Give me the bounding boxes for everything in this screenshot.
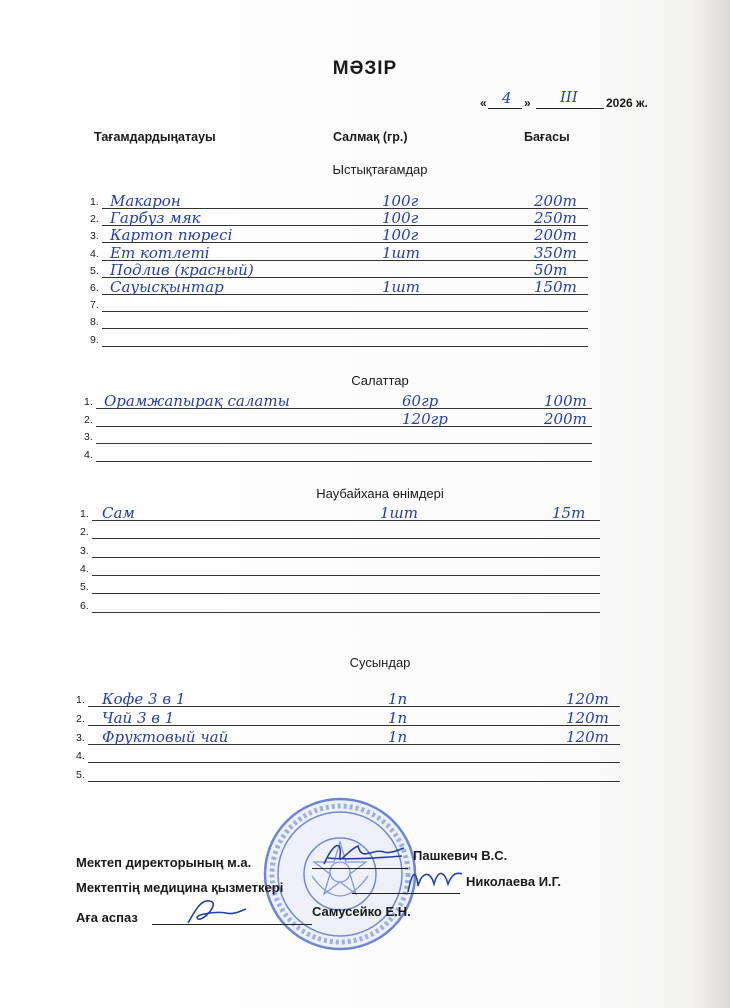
- row-line: [92, 593, 600, 594]
- row-number: 6.: [80, 599, 89, 612]
- row-line: [92, 520, 600, 521]
- row-number: 1.: [84, 396, 93, 408]
- row-number: 5.: [90, 264, 99, 277]
- row-number: 3.: [80, 544, 89, 557]
- hot-table-row: [90, 209, 588, 226]
- section-bakery-title: Наубайхана өнімдері: [316, 486, 444, 501]
- row-number: 1.: [76, 694, 85, 706]
- date-month: III: [560, 88, 578, 106]
- drinks-table-row: [76, 728, 620, 745]
- row-number: 1.: [90, 196, 99, 208]
- dish-weight: 1п: [388, 690, 408, 708]
- medic-name: Николаева И.Г.: [466, 874, 562, 889]
- row-number: 3.: [76, 731, 85, 744]
- dish-name: Сам: [102, 504, 135, 522]
- dish-price: 200т: [534, 192, 577, 210]
- dish-price: 200т: [544, 409, 587, 428]
- dish-name: Подлив (красный): [110, 260, 254, 279]
- hot-table-row: [90, 278, 588, 295]
- row-line: [92, 538, 600, 539]
- dish-name: Сауысқынтар: [110, 278, 224, 296]
- row-number: 4.: [84, 448, 93, 461]
- hot-table-row: [90, 244, 588, 261]
- chef-role: Аға аспаз: [76, 910, 138, 925]
- row-line: [92, 575, 600, 576]
- section-drinks-title: Сусындар: [349, 655, 411, 670]
- dish-weight: 1п: [388, 708, 408, 727]
- dish-price: 15т: [552, 504, 586, 522]
- hot-table-row: [90, 226, 588, 243]
- drinks-table-row: [76, 709, 620, 726]
- document-title: МӘЗІР: [332, 58, 398, 79]
- dish-weight: 100г: [382, 209, 419, 228]
- salads-table-row: [84, 392, 592, 409]
- hot-table-row: [90, 192, 588, 209]
- dish-weight: 1шт: [382, 243, 420, 262]
- dish-weight: 60гр: [402, 392, 439, 410]
- dish-name: Макарон: [110, 192, 181, 210]
- dish-name: Кофе 3 в 1: [102, 690, 186, 708]
- dish-price: 100т: [544, 392, 587, 410]
- row-number: 5.: [76, 769, 85, 782]
- dish-name: Ет котлеті: [110, 243, 210, 262]
- row-number: 4.: [76, 750, 85, 763]
- salads-table-row: [84, 427, 592, 444]
- dish-weight: 1шт: [380, 504, 418, 522]
- column-name-header: Тағамдардыңатауы: [94, 130, 216, 144]
- bakery-table-row: [80, 559, 600, 576]
- official-stamp: [262, 796, 418, 952]
- drinks-table-row: [76, 765, 620, 782]
- dish-price: 120т: [566, 727, 609, 746]
- dish-price: 250т: [534, 209, 577, 228]
- chef-name: Самусейко Е.Н.: [312, 904, 411, 919]
- dish-price: 200т: [534, 226, 577, 245]
- dish-price: 350т: [534, 243, 577, 262]
- dish-price: 150т: [534, 278, 577, 296]
- hot-table-row: [90, 312, 588, 329]
- bakery-table-row: [80, 522, 600, 539]
- row-number: 2.: [80, 526, 89, 539]
- bakery-table-row: [80, 541, 600, 558]
- hot-table-row: [90, 295, 588, 312]
- dish-weight: 100г: [382, 226, 419, 245]
- section-salads-title: Салаттар: [351, 373, 409, 388]
- row-number: 4.: [80, 562, 89, 575]
- row-line: [88, 762, 620, 763]
- paper-shadow: [692, 0, 730, 1008]
- row-number: 1.: [80, 508, 89, 520]
- date-close-quote: »: [524, 96, 531, 110]
- row-number: 2.: [84, 413, 93, 426]
- dish-name: Фруктовый чай: [102, 727, 229, 746]
- bakery-table-row: [80, 596, 600, 613]
- column-weight-header: Салмақ (гр.): [333, 130, 408, 144]
- row-number: 2.: [76, 712, 85, 725]
- dish-name: Картоп пюресі: [110, 226, 233, 245]
- dish-weight: 1шт: [382, 278, 420, 296]
- dish-price: 120т: [566, 708, 609, 727]
- row-number: 3.: [84, 431, 93, 443]
- salads-table-row: [84, 410, 592, 427]
- director-handwritten-signature: [318, 836, 406, 872]
- bakery-table-row: [80, 504, 600, 521]
- row-number: 5.: [80, 581, 89, 594]
- dish-name: Орамжапырақ салаты: [104, 392, 290, 410]
- dish-price: 120т: [566, 690, 609, 708]
- row-line: [96, 461, 592, 462]
- section-hot-title: Ыстықтағамдар: [332, 162, 428, 177]
- dish-name: Чай 3 в 1: [102, 708, 175, 727]
- row-number: 3.: [90, 230, 99, 243]
- row-line: [92, 612, 600, 613]
- row-line: [88, 781, 620, 782]
- row-line: [92, 557, 600, 558]
- salads-table-row: [84, 445, 592, 462]
- row-number: 4.: [90, 247, 99, 260]
- hot-table-row: [90, 330, 588, 347]
- date-day-line: [488, 108, 522, 109]
- bakery-table-row: [80, 577, 600, 594]
- dish-price: 50т: [534, 260, 568, 279]
- date-month-line: [536, 108, 604, 109]
- dish-weight: 100г: [382, 192, 419, 210]
- medic-handwritten-signature: [404, 862, 464, 896]
- row-number: 7.: [90, 299, 99, 312]
- column-price-header: Бағасы: [524, 130, 570, 144]
- row-number: 6.: [90, 282, 99, 294]
- date-open-quote: «: [480, 96, 487, 110]
- drinks-table-row: [76, 746, 620, 763]
- row-number: 2.: [90, 213, 99, 226]
- dish-weight: 1п: [388, 727, 408, 746]
- dish-weight: 120гр: [402, 409, 448, 428]
- dish-name: Гарбуз мяк: [110, 209, 201, 228]
- director-name: Пашкевич В.С.: [413, 848, 508, 863]
- date-day: 4: [502, 89, 512, 107]
- director-role: Мектеп директорының м.а.: [76, 855, 252, 870]
- hot-table-row: [90, 261, 588, 278]
- row-number: 9.: [90, 333, 99, 346]
- medic-role: Мектептің медицина қызметкері: [76, 880, 284, 895]
- chef-handwritten-signature: [180, 893, 250, 929]
- row-line: [102, 346, 588, 347]
- row-number: 8.: [90, 316, 99, 329]
- drinks-table-row: [76, 690, 620, 707]
- date-year: 2026 ж.: [606, 96, 648, 110]
